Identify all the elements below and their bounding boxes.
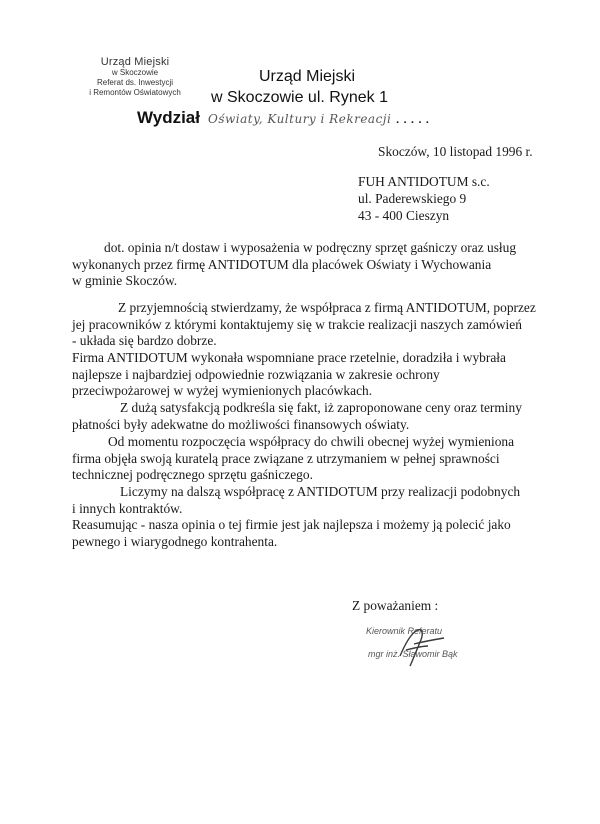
stamp-line-2: Referat ds. Inwestycji	[96, 78, 174, 87]
office-stamp	[55, 56, 215, 98]
department-label: Wydział	[137, 108, 200, 127]
paragraph-subject: dot. opinia n/t dostaw i wyposażenia w podręczny sprzęt gaśniczy oraz usług wykonanych przez firmę ANTIDOTUM dla placówek Oświaty i Wychowania w gminie Skoczów.	[72, 240, 517, 289]
closing-phrase: Z poważaniem :	[352, 598, 439, 613]
recipient-city: 43 - 400 Cieszyn	[358, 208, 450, 223]
department-handwritten: Oświaty, Kultury i Rekreacji	[207, 112, 392, 126]
department-line: Wydział Oświaty, Kultury i Rekreacji .....	[137, 108, 433, 127]
recipient-block	[358, 173, 490, 224]
handwritten-signature	[362, 622, 492, 672]
stamp-line-3: i Remontów Oświatowych	[89, 88, 181, 97]
signature-name: mgr inż. Sławomir Bąk	[368, 649, 458, 659]
stamp-line-1: w Skoczowie	[111, 68, 159, 77]
letter-date: Skoczów, 10 listopad 1996 r.	[378, 144, 533, 159]
letterhead-line-2: w Skoczowie ul. Rynek 1	[211, 89, 388, 106]
recipient-street: ul. Paderewskiego 9	[358, 191, 467, 206]
paragraph-summary: Reasumując - nasza opinia o tej firmie jest jak najlepsza i możemy ją polecić jako pewnego i wiarygodnego kontrahenta.	[72, 517, 511, 549]
paragraph-prices: Z dużą satysfakcją podkreśla się fakt, iż zaproponowane ceny oraz terminy płatności były adekwatne do możliwości finansowych oświaty.	[72, 400, 522, 432]
signature-block	[362, 622, 492, 672]
signature-role: Kierownik Referatu	[366, 626, 443, 636]
paragraph-future: Liczymy na dalszą współpracę z ANTIDOTUM przy realizacji podobnych i innych kontraktów.	[72, 484, 521, 516]
letterhead-line-1: Urząd Miejski	[259, 68, 356, 85]
stamp-title: Urząd Miejski	[100, 56, 170, 68]
paragraph-work-quality: Firma ANTIDOTUM wykonała wspomniane prace rzetelnie, doradziła i wybrała najlepsze i najbardziej odpowiednie rozwiązania w zakresie ochrony przeciwpożarowej w wyżej wymienionych placówkach.	[72, 350, 506, 399]
paragraph-maintenance: Od momentu rozpoczęcia współpracy do chwili obecnej wyżej wymieniona firma objęła swoją kuratelą prace związane z utrzymaniem w pełnej sprawności technicznej podręcznego sprzętu gaśniczego.	[72, 434, 515, 483]
paragraph-cooperation: Z przyjemnością stwierdzamy, że współpraca z firmą ANTIDOTUM, poprzez jej pracowników z którymi kontaktujemy się w trakcie realizacji naszych zamówień - układa się bardzo dobrze.	[72, 300, 536, 349]
recipient-name: FUH ANTIDOTUM s.c.	[358, 174, 490, 189]
